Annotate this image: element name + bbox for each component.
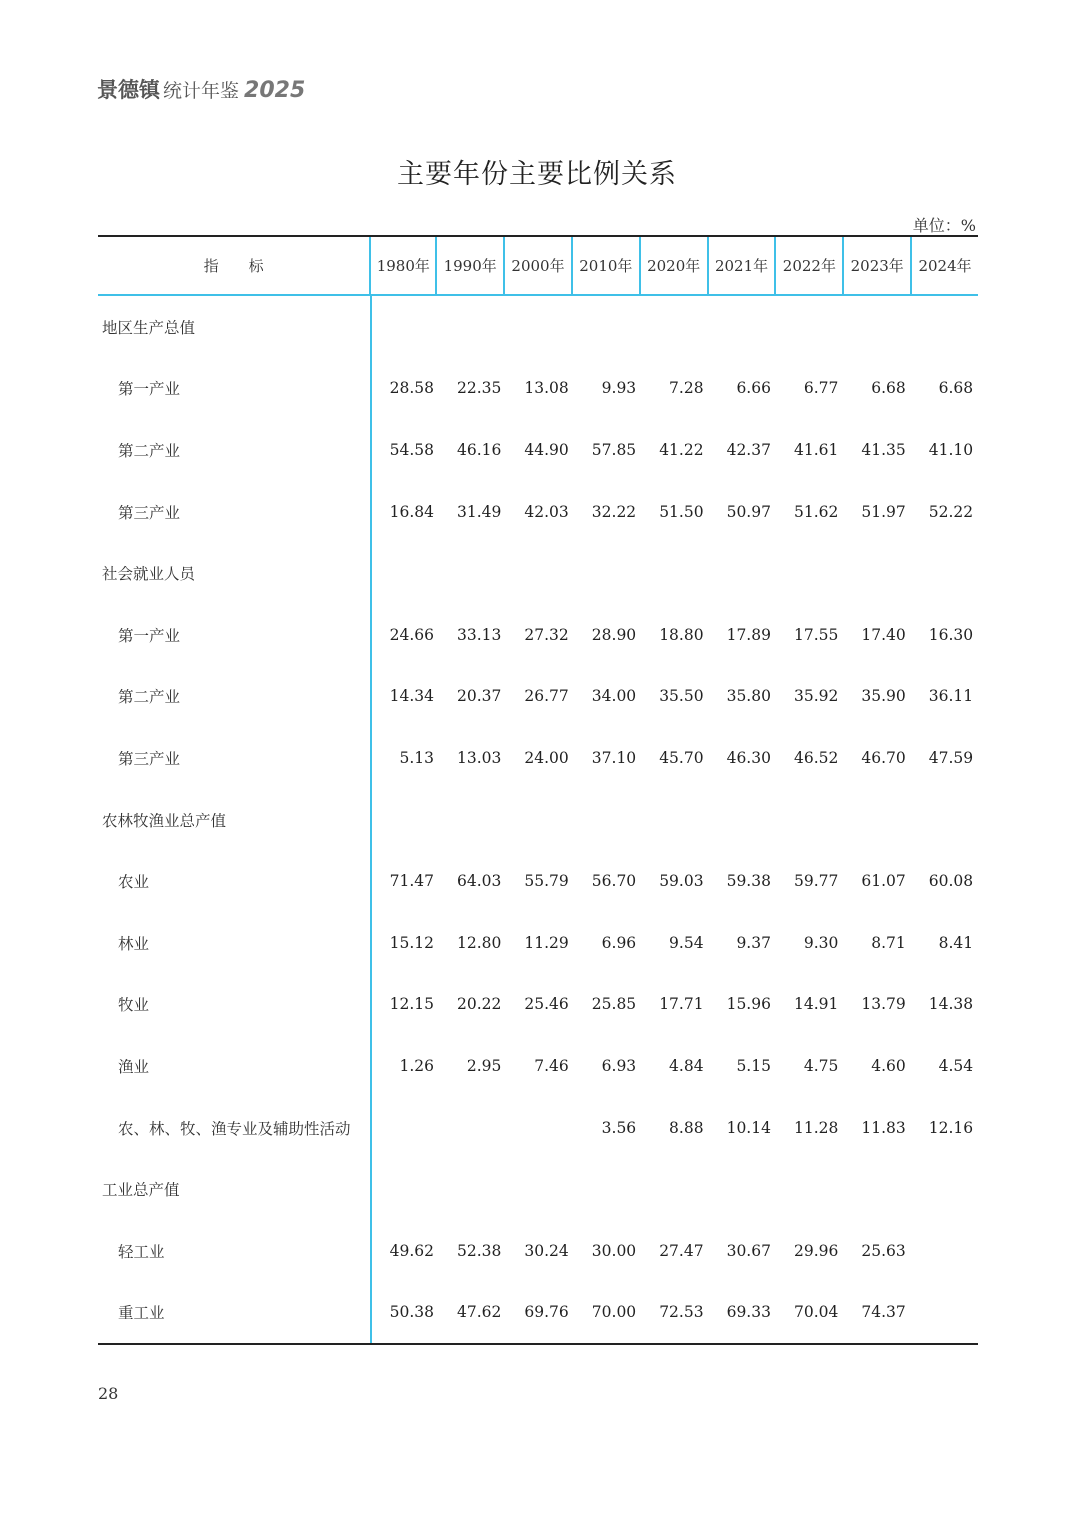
value-cell: 2.95 (466, 1056, 502, 1075)
value-cell: 46.30 (726, 748, 771, 767)
value-cell: 41.61 (793, 440, 839, 459)
value-cell: 20.37 (457, 687, 502, 706)
value-cell: 69.76 (524, 1303, 569, 1322)
value-cell: 13.03 (457, 748, 502, 767)
value-cell: 17.55 (793, 625, 839, 644)
value-cell: 28.90 (591, 625, 637, 644)
value-cell: 42.37 (726, 440, 771, 459)
value-cell: 8.71 (871, 933, 906, 952)
value-cell: 14.38 (928, 995, 974, 1014)
value-cell: 64.03 (457, 872, 502, 891)
year-header: 2020年 (639, 237, 707, 294)
value-cell: 4.60 (871, 1056, 906, 1075)
section-label: 农林牧渔业总产值 (102, 811, 227, 830)
value-cell: 30.67 (726, 1241, 771, 1260)
value-cell: 25.46 (524, 995, 569, 1014)
value-cell: 46.16 (457, 440, 502, 459)
value-cell: 6.66 (736, 379, 771, 398)
row-label: 林业 (118, 934, 150, 953)
value-cell: 51.97 (861, 502, 906, 521)
value-cell: 9.93 (601, 379, 637, 398)
value-cell: 29.96 (793, 1241, 839, 1260)
section-label: 工业总产值 (102, 1181, 180, 1200)
value-cell: 1.26 (399, 1056, 434, 1075)
value-cell: 46.70 (861, 748, 906, 767)
table-row (98, 666, 978, 728)
value-cell: 74.37 (861, 1303, 906, 1322)
value-cell: 12.80 (457, 933, 502, 952)
value-cell: 55.79 (524, 872, 569, 891)
value-cell: 17.40 (861, 625, 906, 644)
value-cell: 11.28 (793, 1118, 839, 1137)
value-cell: 33.13 (457, 625, 502, 644)
page-number: 28 (98, 1384, 119, 1403)
value-cell: 70.00 (591, 1303, 637, 1322)
year-header: 1980年 (369, 237, 435, 294)
table-row (98, 912, 978, 974)
table-row (98, 1282, 978, 1344)
value-cell: 35.80 (726, 687, 771, 706)
value-cell: 13.08 (524, 379, 569, 398)
value-cell: 6.96 (601, 933, 637, 952)
value-cell: 31.49 (457, 502, 502, 521)
row-label: 农、林、牧、渔专业及辅助性活动 (118, 1119, 351, 1138)
table-row (98, 419, 978, 481)
value-cell: 8.41 (938, 933, 974, 952)
value-cell: 11.83 (861, 1118, 906, 1137)
table-row (98, 542, 978, 604)
value-cell: 61.07 (861, 872, 906, 891)
year-header: 1990年 (435, 237, 503, 294)
unit-label: 单位：% (912, 216, 976, 235)
value-cell: 17.89 (726, 625, 771, 644)
value-cell: 22.35 (457, 379, 502, 398)
value-cell: 15.12 (389, 933, 434, 952)
table-row (98, 789, 978, 851)
row-label: 第一产业 (118, 626, 181, 645)
value-cell: 9.30 (803, 933, 839, 952)
table-row (98, 604, 978, 666)
value-cell: 30.24 (524, 1241, 569, 1260)
value-cell: 36.11 (928, 687, 974, 706)
table-header-row (98, 237, 978, 294)
table-row (98, 1220, 978, 1282)
value-cell: 24.00 (524, 748, 569, 767)
table-bottom-rule (98, 1343, 978, 1345)
value-cell: 7.28 (669, 379, 704, 398)
value-cell: 70.04 (793, 1303, 839, 1322)
value-cell: 9.54 (669, 933, 704, 952)
table-row (98, 1097, 978, 1159)
table-row (98, 481, 978, 543)
value-cell: 3.56 (601, 1118, 637, 1137)
value-cell: 11.29 (524, 933, 569, 952)
value-cell: 41.10 (928, 440, 974, 459)
value-cell: 6.77 (803, 379, 839, 398)
value-cell: 25.85 (591, 995, 637, 1014)
value-cell: 47.62 (457, 1303, 502, 1322)
value-cell: 34.00 (591, 687, 637, 706)
indicator-header: 指 标 (203, 257, 264, 275)
value-cell: 6.68 (938, 379, 974, 398)
value-cell: 72.53 (659, 1303, 704, 1322)
value-cell: 26.77 (524, 687, 569, 706)
value-cell: 6.93 (601, 1056, 637, 1075)
value-cell: 35.50 (659, 687, 704, 706)
section-label: 地区生产总值 (102, 318, 196, 337)
value-cell: 57.85 (591, 440, 637, 459)
value-cell: 17.71 (659, 995, 704, 1014)
value-cell: 54.58 (389, 440, 434, 459)
value-cell: 50.38 (389, 1303, 434, 1322)
value-cell: 59.77 (793, 872, 839, 891)
value-cell: 30.00 (591, 1241, 637, 1260)
value-cell: 27.47 (659, 1241, 704, 1260)
value-cell: 5.15 (736, 1056, 771, 1075)
table-column-divider (370, 296, 372, 1343)
value-cell: 71.47 (389, 872, 434, 891)
value-cell: 13.79 (861, 995, 906, 1014)
row-label: 第一产业 (118, 380, 181, 399)
value-cell: 59.38 (726, 872, 771, 891)
value-cell: 4.84 (669, 1056, 704, 1075)
table-row (98, 727, 978, 789)
value-cell: 16.84 (389, 502, 434, 521)
table-row (98, 296, 978, 358)
value-cell: 4.54 (938, 1056, 974, 1075)
year-header: 2024年 (910, 237, 978, 294)
value-cell: 7.46 (534, 1056, 569, 1075)
section-label: 社会就业人员 (102, 565, 196, 584)
value-cell: 35.92 (793, 687, 839, 706)
ratio-table (98, 235, 978, 1345)
value-cell: 16.30 (928, 625, 974, 644)
value-cell: 44.90 (524, 440, 569, 459)
table-body (98, 296, 978, 1343)
value-cell: 52.38 (457, 1241, 502, 1260)
value-cell: 14.91 (793, 995, 839, 1014)
value-cell: 8.88 (669, 1118, 704, 1137)
row-label: 牧业 (118, 996, 150, 1015)
year-header: 2021年 (707, 237, 775, 294)
value-cell: 46.52 (793, 748, 839, 767)
value-cell: 45.70 (659, 748, 704, 767)
year-header: 2000年 (503, 237, 571, 294)
value-cell: 49.62 (389, 1241, 434, 1260)
value-cell: 12.15 (389, 995, 434, 1014)
value-cell: 18.80 (659, 625, 704, 644)
value-cell: 56.70 (591, 872, 637, 891)
table-row (98, 1158, 978, 1220)
value-cell: 9.37 (736, 933, 771, 952)
row-label: 农业 (118, 873, 150, 892)
value-cell: 69.33 (726, 1303, 771, 1322)
value-cell: 6.68 (871, 379, 906, 398)
row-label: 渔业 (118, 1057, 150, 1076)
value-cell: 37.10 (591, 748, 637, 767)
page-title: 主要年份主要比例关系 (397, 159, 677, 190)
value-cell: 25.63 (861, 1241, 906, 1260)
value-cell: 15.96 (726, 995, 771, 1014)
table-row (98, 974, 978, 1036)
value-cell: 42.03 (524, 502, 569, 521)
year-header: 2022年 (774, 237, 842, 294)
year-header: 2010年 (571, 237, 639, 294)
table-row (98, 850, 978, 912)
row-label: 第二产业 (118, 441, 181, 460)
value-cell: 4.75 (803, 1056, 839, 1075)
value-cell: 28.58 (389, 379, 434, 398)
value-cell: 51.62 (793, 502, 839, 521)
value-cell: 41.35 (861, 440, 906, 459)
value-cell: 27.32 (524, 625, 569, 644)
value-cell: 5.13 (399, 748, 434, 767)
yearbook-header (97, 74, 305, 104)
row-label: 重工业 (118, 1304, 165, 1323)
value-cell: 12.16 (928, 1118, 974, 1137)
year-header: 2023年 (842, 237, 910, 294)
header-brand: 景德镇 (97, 78, 160, 102)
header-subtitle: 统计年鉴 (163, 80, 240, 102)
table-row (98, 358, 978, 420)
value-cell: 50.97 (726, 502, 771, 521)
value-cell: 24.66 (389, 625, 434, 644)
row-label: 第三产业 (118, 749, 181, 768)
row-label: 第三产业 (118, 503, 181, 522)
row-label: 轻工业 (118, 1242, 165, 1261)
value-cell: 59.03 (659, 872, 704, 891)
row-label: 第二产业 (118, 688, 181, 707)
table-row (98, 1035, 978, 1097)
value-cell: 10.14 (726, 1118, 771, 1137)
value-cell: 47.59 (928, 748, 974, 767)
value-cell: 52.22 (928, 502, 974, 521)
value-cell: 20.22 (457, 995, 502, 1014)
value-cell: 60.08 (928, 872, 974, 891)
header-year: 2025 (244, 78, 306, 103)
value-cell: 51.50 (659, 502, 704, 521)
value-cell: 35.90 (861, 687, 906, 706)
value-cell: 41.22 (659, 440, 704, 459)
value-cell: 14.34 (389, 687, 434, 706)
value-cell: 32.22 (591, 502, 637, 521)
